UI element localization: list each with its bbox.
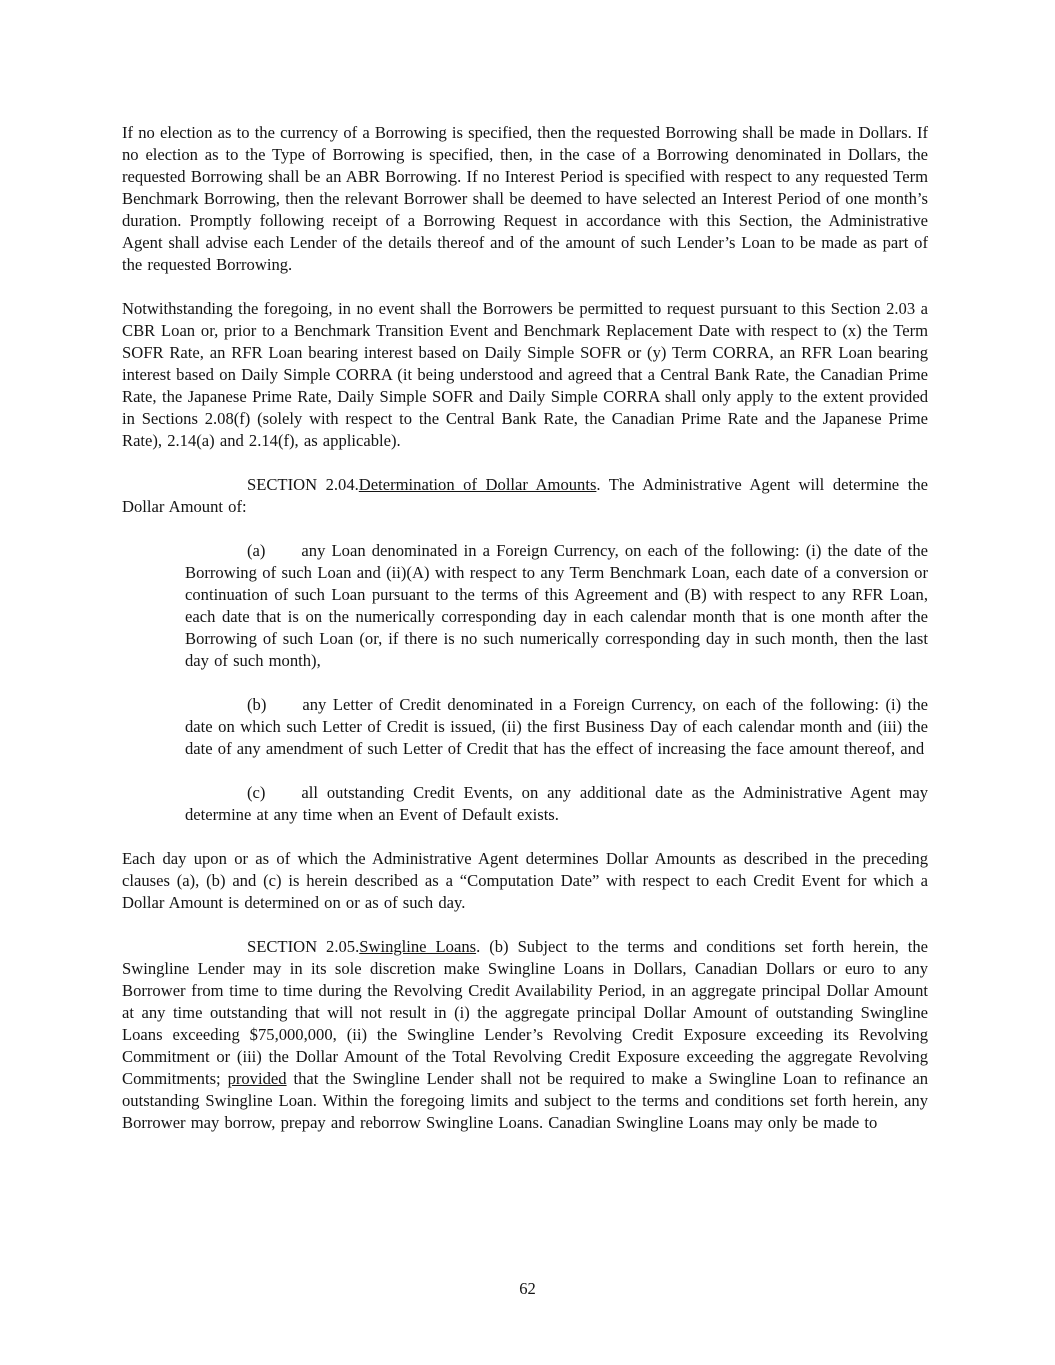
page-number: 62 xyxy=(519,1279,536,1298)
subparagraph xyxy=(185,694,928,760)
section-paragraph xyxy=(122,936,928,1134)
underlined-text-run: Determination of Dollar Amounts xyxy=(358,475,597,494)
text-run: Each day upon or as of which the Administrative Agent determines Dollar Amounts as described in the preceding clauses (a), (b) and (c) is herein described as a “Computation Date” with respect to each Credit Event for which a Dollar Amount is determined on or as of such day. xyxy=(122,849,928,912)
text-run: If no election as to the currency of a Borrowing is specified, then the requested Borrowing shall be made in Dollars. If no election as to the Type of Borrowing is specified, then, in the case of a Borrowing denominated in Dollars, the requested Borrowing shall be an ABR Borrowing. If no Interest Period is specified with respect to any requested Term Benchmark Borrowing, then the relevant Borrower shall be deemed to have selected an Interest Period of one month’s duration. Promptly following receipt of a Borrowing Request in accordance with this Section, the Administrative Agent shall advise each Lender of the details thereof and of the amount of such Lender’s Loan to be made as part of the requested Borrowing. xyxy=(122,123,928,274)
underlined-text-run: Swingline Loans xyxy=(359,937,477,956)
text-run: SECTION 2.05. xyxy=(247,937,360,956)
subparagraph xyxy=(185,782,928,826)
body-paragraph xyxy=(122,122,928,276)
subparagraph-label: (a) xyxy=(247,541,266,560)
text-run: Notwithstanding the foregoing, in no event shall the Borrowers be permitted to request pursuant to this Section 2.03 a CBR Loan or, prior to a Benchmark Transition Event and Benchmark Replacement Date with respect to (x) the Term SOFR Rate, an RFR Loan bearing interest based on Daily Simple SOFR or (y) Term CORRA, an RFR Loan bearing interest based on Daily Simple CORRA (it being understood and agreed that a Central Bank Rate, the Canadian Prime Rate, the Japanese Prime Rate, Daily Simple SOFR and Daily Simple CORRA shall only apply to the extent provided in Sections 2.08(f) (solely with respect to the Central Bank Rate, the Canadian Prime Rate and the Japanese Prime Rate), 2.14(a) and 2.14(f), as applicable). xyxy=(122,299,928,450)
subparagraph-label: (c) xyxy=(247,783,266,802)
text-run: all outstanding Credit Events, on any additional date as the Administrative Agent may determine at any time when an Event of Default exists. xyxy=(185,783,928,824)
text-run: any Loan denominated in a Foreign Currency, on each of the following: (i) the date of the Borrowing of such Loan and (ii)(A) with respect to any Term Benchmark Loan, each date of a conversion or continuation of such Loan pursuant to the terms of this Agreement and (B) with respect to any RFR Loan, each date that is on the numerically corresponding day in each calendar month that is one month after the Borrowing of such Loan (or, if there is no such numerically corresponding day in such month, then the last day of such month), xyxy=(185,541,928,670)
section-paragraph xyxy=(122,474,928,518)
subparagraph xyxy=(185,540,928,672)
text-run: any Letter of Credit denominated in a Foreign Currency, on each of the following: (i) the date on which such Letter of Credit is issued, (ii) the first Business Day of each calendar month and (iii) the date of any amendment of such Letter of Credit that has the effect of increasing the face amount thereof, and xyxy=(185,695,928,758)
text-run: that the Swingline Lender shall not be required to make a Swingline Loan to refinance an outstanding Swingline Loan. Within the foregoing limits and subject to the terms and conditions set forth herein, any Borrower may borrow, prepay and reborrow Swingline Loans. Canadian Swingline Loans may only be made to xyxy=(122,1069,928,1132)
page-footer xyxy=(0,1278,1055,1300)
body-paragraph xyxy=(122,848,928,914)
text-run: SECTION 2.04. xyxy=(247,475,359,494)
subparagraph-label: (b) xyxy=(247,695,267,714)
text-run: . The Administrative Agent will determine the Dollar Amount of: xyxy=(122,475,928,516)
body-paragraph xyxy=(122,298,928,452)
document-content xyxy=(122,122,928,1156)
text-run: . (b) Subject to the terms and conditions set forth herein, the Swingline Lender may in its sole discretion make Swingline Loans in Dollars, Canadian Dollars or euro to any Borrower from time to time during the Revolving Credit Availability Period, in an aggregate principal Dollar Amount at any time outstanding that will not result in (i) the aggregate principal Dollar Amount of outstanding Swingline Loans exceeding $75,000,000, (ii) the Swingline Lender’s Revolving Credit Exposure exceeding its Revolving Commitment or (iii) the Dollar Amount of the Total Revolving Credit Exposure exceeding the aggregate Revolving Commitments; xyxy=(122,937,928,1088)
underlined-text-run: provided xyxy=(227,1069,287,1088)
